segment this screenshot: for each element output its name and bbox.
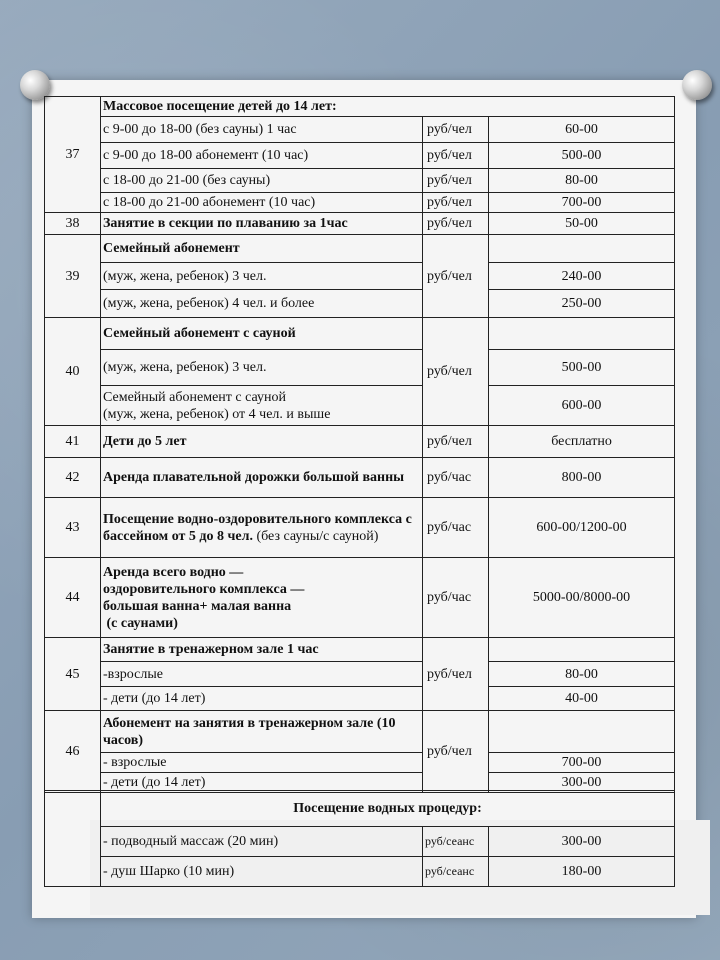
item-price: бесплатно: [489, 426, 675, 458]
table-row: [45, 558, 675, 638]
table-row: [45, 235, 675, 263]
item-label: с 18-00 до 21-00 абонемент (10 час): [101, 193, 423, 213]
row-title: Массовое посещение детей до 14 лет:: [101, 97, 675, 117]
item-price: 300-00: [489, 827, 675, 857]
row-title: Семейный абонемент с сауной: [101, 318, 423, 350]
row-title-line: Аренда всего водно —: [103, 564, 244, 580]
table-row: [45, 857, 675, 887]
row-number: 40: [45, 318, 101, 426]
item-price: 600-00: [489, 386, 675, 426]
water-procedures-table: [44, 790, 675, 887]
row-title: Занятие в секции по плаванию за 1час: [101, 213, 423, 235]
item-label: - душ Шарко (10 мин): [101, 857, 423, 887]
item-unit: руб/сеанс: [423, 827, 489, 857]
item-label: - подводный массаж (20 мин): [101, 827, 423, 857]
row-title: Занятие в тренажерном зале 1 час: [101, 638, 423, 662]
row-number: 41: [45, 426, 101, 458]
item-unit: руб/час: [423, 498, 489, 558]
item-unit: руб/чел: [423, 318, 489, 426]
item-price: 500-00: [489, 143, 675, 169]
item-label: - дети (до 14 лет): [101, 773, 423, 793]
item-label: (муж, жена, ребенок) 4 чел. и более: [101, 290, 423, 318]
item-price: 600-00/1200-00: [489, 498, 675, 558]
table-row: [45, 290, 675, 318]
item-label: с 9-00 до 18-00 (без сауны) 1 час: [101, 117, 423, 143]
row-title: Аренда плавательной дорожки большой ванны: [101, 458, 423, 498]
item-price: 60-00: [489, 117, 675, 143]
item-unit: руб/чел: [423, 638, 489, 711]
row-title: Семейный абонемент: [101, 235, 423, 263]
item-label-line: Семейный абонемент с сауной: [103, 389, 286, 405]
row-title-bold: Посещение водно-оздоровительного комплекса с бассейном от 5 до 8 чел.: [103, 511, 412, 544]
row-title: Дети до 5 лет: [101, 426, 423, 458]
table-row: [45, 827, 675, 857]
table-row: [45, 687, 675, 711]
item-price: 40-00: [489, 687, 675, 711]
table-row: [45, 426, 675, 458]
item-price: 700-00: [489, 193, 675, 213]
item-price: 250-00: [489, 290, 675, 318]
table-row: [45, 213, 675, 235]
table-row: [45, 458, 675, 498]
row-title-line: большая ванна+ малая ванна: [103, 598, 292, 614]
table-row: [45, 711, 675, 753]
item-label: с 9-00 до 18-00 абонемент (10 час): [101, 143, 423, 169]
table-row: [45, 386, 675, 426]
item-label: -взрослые: [101, 662, 423, 687]
item-label: - дети (до 14 лет): [101, 687, 423, 711]
item-unit: руб/чел: [423, 711, 489, 793]
row-number: 44: [45, 558, 101, 638]
item-unit: руб/чел: [423, 235, 489, 318]
row-number: 39: [45, 235, 101, 318]
price-table: [44, 96, 675, 793]
item-label: (муж, жена, ребенок) 3 чел.: [101, 350, 423, 386]
table-row: [45, 97, 675, 117]
item-label: (муж, жена, ребенок) 3 чел.: [101, 263, 423, 290]
row-number: 42: [45, 458, 101, 498]
item-price: 300-00: [489, 773, 675, 793]
table-row: [45, 350, 675, 386]
item-unit: руб/час: [423, 458, 489, 498]
item-unit: руб/чел: [423, 193, 489, 213]
item-unit: руб/сеанс: [423, 857, 489, 887]
table-row: [45, 193, 675, 213]
row-number: 38: [45, 213, 101, 235]
item-price: 50-00: [489, 213, 675, 235]
item-unit: руб/чел: [423, 143, 489, 169]
table-row: [45, 263, 675, 290]
item-label-multiline: [101, 386, 423, 426]
table-row: [45, 117, 675, 143]
pushpin-right-icon: [682, 70, 712, 100]
table-row: [45, 143, 675, 169]
item-label-line: (муж, жена, ребенок) от 4 чел. и выше: [103, 406, 331, 422]
row-number: 43: [45, 498, 101, 558]
item-unit: руб/чел: [423, 169, 489, 193]
item-label: - взрослые: [101, 753, 423, 773]
table-row: [45, 498, 675, 558]
item-unit: руб/чел: [423, 426, 489, 458]
table-row: [45, 169, 675, 193]
row-title-line: (с саунами): [103, 615, 178, 631]
table-row: [45, 638, 675, 662]
item-label: с 18-00 до 21-00 (без сауны): [101, 169, 423, 193]
item-unit: руб/час: [423, 558, 489, 638]
item-price: 180-00: [489, 857, 675, 887]
item-price: 80-00: [489, 169, 675, 193]
row-title: [101, 558, 423, 638]
table-row: [45, 753, 675, 773]
item-price: 80-00: [489, 662, 675, 687]
section-title: Посещение водных процедур:: [101, 791, 675, 827]
row-title: Абонемент на занятия в тренажерном зале (10 часов): [101, 711, 423, 753]
row-title-normal: (без сауны/с сауной): [252, 528, 379, 544]
item-price: 5000-00/8000-00: [489, 558, 675, 638]
row-title-line: оздоровительного комплекса —: [103, 581, 305, 597]
table-row: [45, 318, 675, 350]
item-unit: руб/чел: [423, 213, 489, 235]
item-price: 240-00: [489, 263, 675, 290]
item-unit: руб/чел: [423, 117, 489, 143]
table-row: [45, 662, 675, 687]
row-number: 45: [45, 638, 101, 711]
row-number: 46: [45, 711, 101, 793]
item-price: 700-00: [489, 753, 675, 773]
row-title: [101, 498, 423, 558]
item-price: 800-00: [489, 458, 675, 498]
item-price: 500-00: [489, 350, 675, 386]
row-number: 37: [45, 97, 101, 213]
table-row: [45, 791, 675, 827]
